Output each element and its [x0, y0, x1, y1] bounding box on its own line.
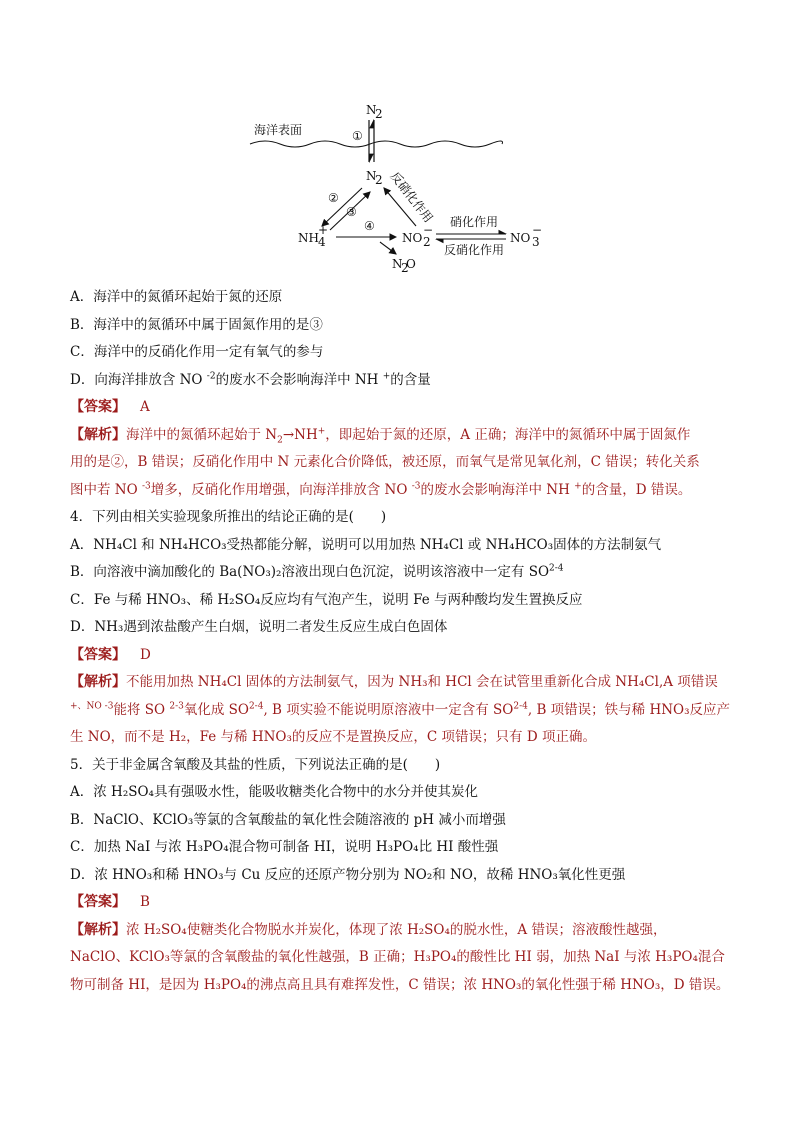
question-content	[70, 284, 730, 999]
q4-analysis-line-2: $^{+、NO}$ $^{-3}$能将 SO $^{2-3}$氧化成 SO$^{2-4}$, B 项实验不能说明原溶液中一定含有 SO$^{2-4}$, B 项错误；铁与稀 HNO₃反应产	[70, 701, 731, 718]
q3-option-a: A．海洋中的氮循环起始于氮的还原	[70, 289, 283, 305]
svg-text:+: +	[318, 223, 329, 237]
q5-option-d: D．浓 HNO₃和稀 HNO₃与 Cu 反应的还原产物分别为 NO₂和 NO，故稀 HNO₃氧化性更强	[70, 866, 626, 883]
n2-top-label: N	[366, 103, 377, 117]
ocean-surface-wave	[250, 141, 503, 147]
svg-text:2: 2	[375, 173, 383, 187]
answer-tag: 【答案】	[70, 894, 126, 910]
svg-text:4: 4	[318, 235, 326, 249]
nitrogen-cycle-svg	[240, 98, 560, 278]
q4-analysis-line-3: 生 NO，而不是 H₂，Fe 与稀 HNO₃的反应不是置换反应，C 项错误；只有 D 项正确。	[70, 729, 596, 745]
q4-analysis-line-1: 【解析】不能用加热 NH₄Cl 固体的方法制氨气，因为 NH₃和 HCl 会在试管里重新化合成 NH₄Cl,A 项错误	[70, 674, 718, 690]
svg-text:2: 2	[375, 107, 383, 121]
analysis-tag: 【解析】	[70, 674, 126, 690]
n2o-label: N	[392, 257, 403, 271]
q3-answer	[70, 394, 730, 422]
denitrification-vertical-label: 反硝化作用	[387, 169, 436, 226]
svg-text:−: −	[423, 223, 434, 237]
q3-option-b: B．海洋中的氮循环中属于固氮作用的是③	[70, 316, 323, 333]
answer-tag: 【答案】	[70, 399, 126, 415]
q4-option-a: A．NH₄Cl 和 NH₄HCO₃受热都能分解，说明可以用加热 NH₄Cl 或 NH₄HCO₃固体的方法制氨气	[70, 536, 662, 553]
q5-answer	[70, 889, 730, 917]
q5-stem: 5．关于非金属含氧酸及其盐的性质，下列说法正确的是( )	[70, 756, 441, 773]
answer-value: D	[140, 646, 151, 663]
svg-text:2: 2	[401, 261, 409, 275]
n2-mid-label: N	[366, 169, 377, 183]
step-3-label: ③	[346, 205, 357, 219]
step-2-label: ②	[328, 191, 339, 205]
q4-option-d: D．NH₃遇到浓盐酸产生白烟，说明二者发生反应生成白色固体	[70, 619, 448, 635]
step-4-label: ④	[364, 219, 375, 233]
nh4-label: NH	[298, 231, 319, 245]
analysis-tag: 【解析】	[70, 426, 126, 443]
svg-text:O: O	[406, 257, 416, 271]
svg-text:3: 3	[532, 235, 540, 249]
ocean-surface-label: 海洋表面	[254, 123, 303, 137]
answer-value: A	[140, 399, 150, 415]
no2-label: NO	[402, 231, 423, 245]
svg-text:2: 2	[423, 235, 431, 249]
q3-analysis-line-1: 【解析】海洋中的氮循环起始于 $N_2\to NH^+$，即起始于氮的还原，A 正确；海洋中的氮循环中属于固氮作	[70, 426, 691, 446]
nitrogen-cycle-diagram	[240, 98, 560, 278]
denitrification-label: 反硝化作用	[444, 243, 505, 257]
q5-analysis-line-1: 【解析】浓 H₂SO₄使糖类化合物脱水并炭化，体现了浓 H₂SO₄的脱水性，A 错误；溶液酸性越强，	[70, 921, 667, 938]
q4-option-b: B．向溶液中滴加酸化的 Ba(NO₃)₂溶液出现白色沉淀，说明该溶液中一定有 SO$^{2-4}$	[70, 563, 564, 580]
analysis-tag: 【解析】	[70, 921, 126, 938]
q5-option-a: A．浓 H₂SO₄具有强吸水性，能吸收糖类化合物中的水分并使其炭化	[70, 784, 478, 800]
q4-option-c: C．Fe 与稀 HNO₃、稀 H₂SO₄反应均有气泡产生，说明 Fe 与两种酸均发生置换反应	[70, 591, 583, 608]
q5-option-c: C．加热 NaI 与浓 H₃PO₄混合物可制备 HI，说明 H₃PO₄比 HI 酸性强	[70, 839, 499, 855]
q4-stem: 4．下列由相关实验现象所推出的结论正确的是( )	[70, 509, 387, 525]
q5-analysis-line-2: NaClO、KClO₃等氯的含氧酸盐的氧化性越强，B 正确；H₃PO₄的酸性比 HI 弱，加热 NaI 与浓 H₃PO₄混合	[70, 949, 725, 965]
q4-answer	[70, 642, 730, 670]
svg-text:−: −	[532, 223, 543, 237]
no3-label: NO	[510, 231, 531, 245]
q3-analysis-line-2: 用的是②，B 错误；反硝化作用中 N 元素化合价降低，被还原，而氧气是常见氧化剂，C 错误；转化关系	[70, 454, 700, 470]
q3-analysis-line-3: 图中若 NO $^{-3}$增多，反硝化作用增强，向海洋排放含 NO $^{-3}$的废水会影响海洋中 NH +的含量，D 错误。	[70, 481, 692, 498]
q3-option-d: D．向海洋排放含 NO $^{-2}$的废水不会影响海洋中 NH +的含量	[70, 371, 431, 388]
answer-tag: 【答案】	[70, 646, 126, 663]
q5-analysis-line-3: 物可制备 HI，是因为 H₃PO₄的沸点高且具有难挥发性，C 错误；浓 HNO₃的氧化性强于稀 HNO₃，D 错误。	[70, 976, 730, 993]
nitrification-label: 硝化作用	[450, 215, 499, 229]
q3-option-c: C．海洋中的反硝化作用一定有氧气的参与	[70, 344, 324, 360]
answer-value: B	[140, 894, 150, 910]
step-1-label: ①	[352, 129, 363, 143]
q5-option-b: B．NaClO、KClO₃等氯的含氧酸盐的氧化性会随溶液的 pH 减小而增强	[70, 811, 506, 828]
